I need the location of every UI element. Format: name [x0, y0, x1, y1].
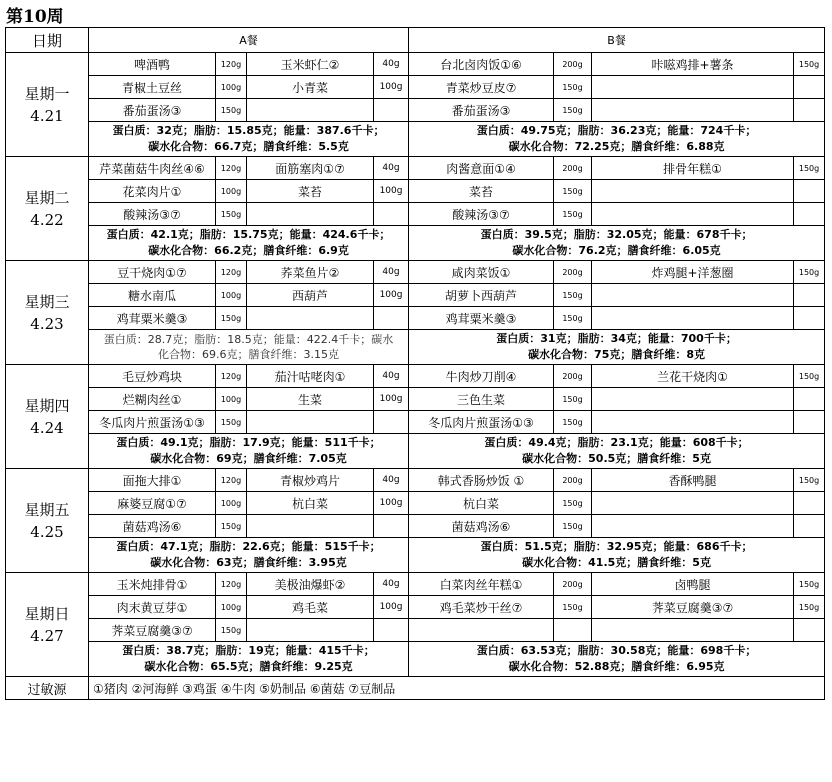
dish-name [592, 284, 794, 307]
menu-row [6, 388, 825, 411]
dish-name [592, 180, 794, 203]
portion-weight [554, 619, 592, 642]
portion-weight: 100g [374, 284, 409, 307]
allergen-legend: ①猪肉 ②河海鲜 ③鸡蛋 ④牛肉 ⑤奶制品 ⑥菌菇 ⑦豆制品 [89, 677, 825, 700]
allergen-label: 过敏源 [6, 677, 89, 700]
day-name: 星期日 [24, 604, 70, 623]
dish-name: 番茄蛋汤③ [409, 99, 554, 122]
portion-weight: 40g [374, 573, 409, 596]
portion-weight: 40g [374, 53, 409, 76]
dish-name: 牛肉炒刀削④ [409, 365, 554, 388]
dish-name [247, 203, 374, 226]
portion-weight: 120g [216, 365, 247, 388]
portion-weight: 200g [554, 261, 592, 284]
portion-weight: 100g [374, 76, 409, 99]
day-cell [6, 573, 89, 677]
nutrition-row [6, 122, 825, 157]
portion-weight: 150g [794, 596, 825, 619]
portion-weight: 150g [554, 515, 592, 538]
portion-weight: 150g [554, 180, 592, 203]
portion-weight: 120g [216, 261, 247, 284]
portion-weight [374, 411, 409, 434]
nutrition-line: 蛋白质：49.4克；脂肪：23.1克；能量：608千卡； [484, 436, 749, 449]
dish-name: 三色生菜 [409, 388, 554, 411]
portion-weight [374, 99, 409, 122]
day-cell [6, 365, 89, 469]
portion-weight: 100g [374, 492, 409, 515]
dish-name: 糖水南瓜 [89, 284, 216, 307]
dish-name [592, 203, 794, 226]
menu-row [6, 411, 825, 434]
dish-name: 美极油爆虾② [247, 573, 374, 596]
dish-name [592, 492, 794, 515]
menu-row [6, 596, 825, 619]
nutrition-line: 蛋白质：51.5克；脂肪：32.95克；能量：686千卡； [480, 540, 753, 553]
dish-name: 酸辣汤③⑦ [89, 203, 216, 226]
dish-name: 玉米炖排骨① [89, 573, 216, 596]
dish-name: 荞菜鱼片② [247, 261, 374, 284]
menu-row [6, 76, 825, 99]
dish-name: 鸡毛菜炒干丝⑦ [409, 596, 554, 619]
portion-weight [794, 76, 825, 99]
dish-name: 香酥鸭腿 [592, 469, 794, 492]
nutrition-line: 蛋白质：32克；脂肪：15.85克；能量：387.6千卡； [112, 124, 385, 137]
dish-name: 面筋塞肉①⑦ [247, 157, 374, 180]
dish-name: 杭白菜 [247, 492, 374, 515]
nutrition-row [6, 538, 825, 573]
dish-name: 茄汁咕咾肉① [247, 365, 374, 388]
portion-weight [794, 203, 825, 226]
nutrition-line: 碳水化合物：50.5克；膳食纤维：5克 [522, 452, 711, 465]
portion-weight: 100g [374, 596, 409, 619]
menu-row [6, 99, 825, 122]
dish-name: 鸡茸粟米羹③ [409, 307, 554, 330]
portion-weight: 150g [794, 53, 825, 76]
nutrition-line: 蛋白质：63.53克；脂肪：30.58克；能量：698千卡； [476, 644, 757, 657]
portion-weight: 150g [554, 596, 592, 619]
day-date: 4.21 [30, 106, 64, 125]
day-cell [6, 469, 89, 573]
nutrition-summary-b [409, 226, 825, 261]
dish-name: 菌菇鸡汤⑥ [89, 515, 216, 538]
portion-weight: 120g [216, 157, 247, 180]
day-date: 4.23 [30, 314, 64, 333]
nutrition-line: 蛋白质：28.7克；脂肪：18.5克；能量：422.4千卡；碳水 [103, 333, 394, 346]
portion-weight: 100g [374, 180, 409, 203]
nutrition-summary-a [89, 434, 409, 469]
nutrition-line: 碳水化合物：52.88克；膳食纤维：6.95克 [508, 660, 725, 673]
dish-name: 菜苔 [409, 180, 554, 203]
dish-name: 啤酒鸭 [89, 53, 216, 76]
menu-row [6, 307, 825, 330]
dish-name: 卤鸭腿 [592, 573, 794, 596]
dish-name: 鸡毛菜 [247, 596, 374, 619]
portion-weight [794, 99, 825, 122]
dish-name: 兰花干烧肉① [592, 365, 794, 388]
portion-weight: 150g [554, 203, 592, 226]
set-b-header: B餐 [409, 28, 825, 53]
nutrition-summary-a [89, 538, 409, 573]
dish-name [247, 515, 374, 538]
dish-name: 花菜肉片① [89, 180, 216, 203]
dish-name [592, 619, 794, 642]
portion-weight: 40g [374, 157, 409, 180]
nutrition-line: 蛋白质：42.1克；脂肪：15.75克；能量：424.6千卡； [106, 228, 391, 241]
nutrition-line: 蛋白质：47.1克；脂肪：22.6克；能量：515千卡； [116, 540, 381, 553]
portion-weight: 150g [216, 619, 247, 642]
day-cell [6, 261, 89, 365]
dish-name: 面拖大排① [89, 469, 216, 492]
dish-name: 玉米虾仁② [247, 53, 374, 76]
nutrition-line: 蛋白质：49.1克；脂肪：17.9克；能量：511千卡； [116, 436, 381, 449]
portion-weight: 150g [554, 284, 592, 307]
day-name: 星期二 [24, 188, 70, 207]
portion-weight [374, 203, 409, 226]
allergen-row [6, 677, 825, 700]
nutrition-line: 碳水化合物：75克；膳食纤维：8克 [528, 348, 706, 361]
dish-name: 菜苔 [247, 180, 374, 203]
dish-name: 西葫芦 [247, 284, 374, 307]
dish-name: 咔嗞鸡排+薯条 [592, 53, 794, 76]
day-date: 4.27 [30, 626, 64, 645]
portion-weight: 100g [216, 76, 247, 99]
nutrition-line: 碳水化合物：65.5克；膳食纤维：9.25克 [144, 660, 353, 673]
menu-row [6, 203, 825, 226]
portion-weight: 120g [216, 53, 247, 76]
portion-weight: 40g [374, 261, 409, 284]
portion-weight: 100g [216, 284, 247, 307]
nutrition-line: 碳水化合物：76.2克；膳食纤维：6.05克 [512, 244, 721, 257]
menu-row [6, 180, 825, 203]
nutrition-line: 碳水化合物：63克；膳食纤维：3.95克 [150, 556, 347, 569]
portion-weight: 150g [216, 411, 247, 434]
portion-weight: 150g [554, 99, 592, 122]
nutrition-line: 蛋白质：31克；脂肪：34克；能量：700千卡； [496, 332, 737, 345]
portion-weight [794, 284, 825, 307]
dish-name: 青椒土豆丝 [89, 76, 216, 99]
dish-name: 排骨年糕① [592, 157, 794, 180]
portion-weight: 100g [216, 596, 247, 619]
dish-name: 小青菜 [247, 76, 374, 99]
dish-name: 胡萝卜西葫芦 [409, 284, 554, 307]
dish-name [592, 99, 794, 122]
portion-weight: 100g [216, 388, 247, 411]
nutrition-summary-b [409, 642, 825, 677]
dish-name: 白菜肉丝年糕① [409, 573, 554, 596]
dish-name: 鸡茸粟米羹③ [89, 307, 216, 330]
portion-weight: 40g [374, 469, 409, 492]
dish-name: 生菜 [247, 388, 374, 411]
dish-name: 番茄蛋汤③ [89, 99, 216, 122]
portion-weight: 150g [216, 203, 247, 226]
portion-weight: 150g [794, 365, 825, 388]
portion-weight: 150g [554, 76, 592, 99]
nutrition-summary-a [89, 122, 409, 157]
day-date: 4.24 [30, 418, 64, 437]
nutrition-row [6, 434, 825, 469]
portion-weight: 120g [216, 573, 247, 596]
menu-row [6, 619, 825, 642]
date-column-header: 日期 [6, 28, 89, 53]
dish-name: 豆干烧肉①⑦ [89, 261, 216, 284]
portion-weight: 120g [216, 469, 247, 492]
day-name: 星期五 [24, 500, 70, 519]
dish-name: 毛豆炒鸡块 [89, 365, 216, 388]
menu-row [6, 573, 825, 596]
dish-name: 冬瓜肉片煎蛋汤①③ [409, 411, 554, 434]
weekly-menu-table [5, 27, 825, 700]
portion-weight: 150g [794, 157, 825, 180]
dish-name: 咸肉菜饭① [409, 261, 554, 284]
portion-weight: 200g [554, 53, 592, 76]
portion-weight [794, 307, 825, 330]
dish-name: 青椒炒鸡片 [247, 469, 374, 492]
dish-name: 韩式香肠炒饭 ① [409, 469, 554, 492]
portion-weight: 150g [554, 492, 592, 515]
nutrition-line: 蛋白质：38.7克；脂肪：19克；能量：415千卡； [122, 644, 375, 657]
dish-name [247, 307, 374, 330]
dish-name: 芹菜菌菇牛肉丝④⑥ [89, 157, 216, 180]
dish-name: 台北卤肉饭①⑥ [409, 53, 554, 76]
nutrition-row [6, 330, 825, 365]
portion-weight: 100g [374, 388, 409, 411]
dish-name [247, 619, 374, 642]
portion-weight [794, 411, 825, 434]
day-name: 星期三 [24, 292, 70, 311]
menu-row [6, 365, 825, 388]
dish-name [592, 515, 794, 538]
nutrition-summary-b [409, 538, 825, 573]
portion-weight: 200g [554, 469, 592, 492]
menu-row [6, 157, 825, 180]
nutrition-line: 碳水化合物：72.25克；膳食纤维：6.88克 [508, 140, 725, 153]
portion-weight: 150g [554, 307, 592, 330]
nutrition-row [6, 642, 825, 677]
dish-name: 酸辣汤③⑦ [409, 203, 554, 226]
day-name: 星期四 [24, 396, 70, 415]
dish-name [247, 411, 374, 434]
menu-row [6, 492, 825, 515]
nutrition-line: 碳水化合物：69克；膳食纤维：7.05克 [150, 452, 347, 465]
dish-name: 冬瓜肉片煎蛋汤①③ [89, 411, 216, 434]
portion-weight: 200g [554, 573, 592, 596]
nutrition-line: 碳水化合物：41.5克；膳食纤维：5克 [522, 556, 711, 569]
dish-name: 荠菜豆腐羹③⑦ [89, 619, 216, 642]
dish-name: 烂糊肉丝① [89, 388, 216, 411]
portion-weight: 100g [216, 180, 247, 203]
menu-row [6, 261, 825, 284]
portion-weight [374, 307, 409, 330]
portion-weight: 150g [794, 261, 825, 284]
portion-weight: 40g [374, 365, 409, 388]
portion-weight: 200g [554, 365, 592, 388]
nutrition-line: 碳水化合物：66.2克；膳食纤维：6.9克 [148, 244, 349, 257]
set-a-header: A餐 [89, 28, 409, 53]
portion-weight [374, 619, 409, 642]
dish-name: 麻婆豆腐①⑦ [89, 492, 216, 515]
day-cell [6, 157, 89, 261]
dish-name [247, 99, 374, 122]
nutrition-row [6, 226, 825, 261]
dish-name: 菌菇鸡汤⑥ [409, 515, 554, 538]
portion-weight: 150g [794, 573, 825, 596]
nutrition-summary-b [409, 330, 825, 365]
day-date: 4.25 [30, 522, 64, 541]
portion-weight: 150g [794, 469, 825, 492]
nutrition-summary-b [409, 122, 825, 157]
dish-name [592, 411, 794, 434]
dish-name: 肉酱意面①④ [409, 157, 554, 180]
portion-weight: 150g [216, 515, 247, 538]
nutrition-line: 碳水化合物：66.7克；膳食纤维：5.5克 [148, 140, 349, 153]
dish-name: 青菜炒豆皮⑦ [409, 76, 554, 99]
nutrition-line: 化合物：69.6克；膳食纤维：3.15克 [158, 348, 339, 361]
dish-name [409, 619, 554, 642]
portion-weight [794, 515, 825, 538]
nutrition-line: 蛋白质：49.75克；脂肪：36.23克；能量：724千卡； [476, 124, 757, 137]
dish-name: 炸鸡腿+洋葱圈 [592, 261, 794, 284]
dish-name: 肉末黄豆芽① [89, 596, 216, 619]
dish-name: 荠菜豆腐羹③⑦ [592, 596, 794, 619]
nutrition-line: 蛋白质：39.5克；脂肪：32.05克；能量：678千卡； [480, 228, 753, 241]
portion-weight: 150g [554, 388, 592, 411]
portion-weight: 150g [554, 411, 592, 434]
menu-row [6, 515, 825, 538]
portion-weight [374, 515, 409, 538]
week-title: 第10周 [6, 7, 64, 27]
nutrition-summary-a [89, 226, 409, 261]
dish-name: 杭白菜 [409, 492, 554, 515]
portion-weight: 200g [554, 157, 592, 180]
portion-weight: 150g [216, 99, 247, 122]
menu-row [6, 284, 825, 307]
portion-weight [794, 492, 825, 515]
portion-weight: 150g [216, 307, 247, 330]
dish-name [592, 388, 794, 411]
dish-name [592, 307, 794, 330]
nutrition-summary-b [409, 434, 825, 469]
dish-name [592, 76, 794, 99]
portion-weight [794, 619, 825, 642]
portion-weight [794, 180, 825, 203]
nutrition-summary-a [89, 642, 409, 677]
portion-weight: 100g [216, 492, 247, 515]
menu-row [6, 53, 825, 76]
day-date: 4.22 [30, 210, 64, 229]
menu-row [6, 469, 825, 492]
day-cell [6, 53, 89, 157]
day-name: 星期一 [24, 84, 70, 103]
portion-weight [794, 388, 825, 411]
nutrition-summary-a [89, 330, 409, 365]
